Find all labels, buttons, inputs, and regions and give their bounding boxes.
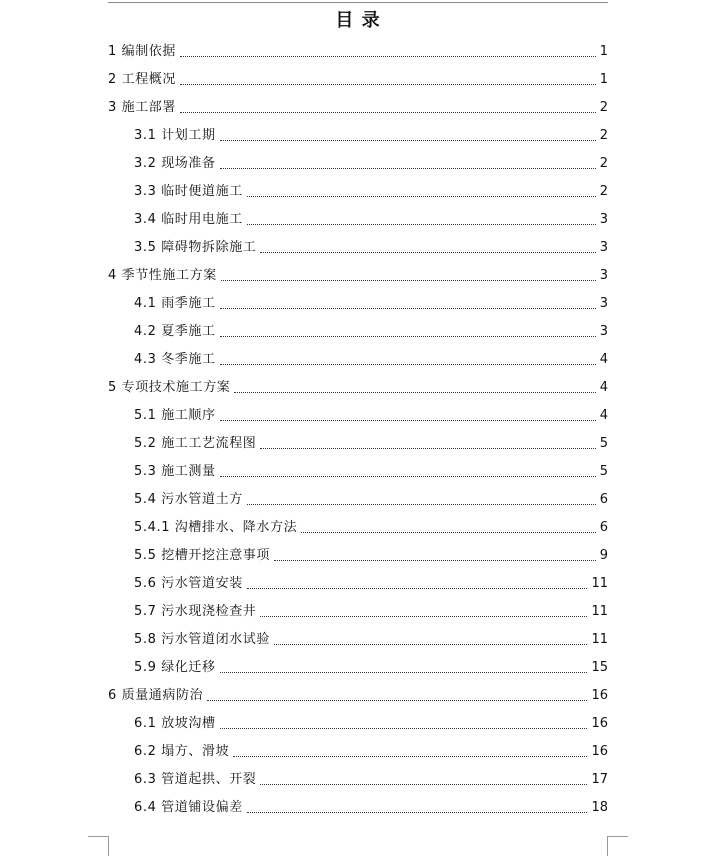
toc-entry-label: 6 质量通病防治 [108,688,204,703]
toc-entry[interactable] [0,573,714,595]
toc-entry[interactable] [0,741,714,763]
dot-leader [247,196,596,197]
dot-leader [220,308,596,309]
toc-entry[interactable] [0,265,714,287]
toc-entry[interactable] [0,97,714,119]
toc-entry-page-number: 17 [591,772,608,787]
toc-entry-page-number: 4 [599,408,608,423]
dot-leader [220,420,596,421]
toc-entry[interactable] [0,125,714,147]
toc-entry[interactable] [0,153,714,175]
toc-entry-label: 2 工程概况 [108,72,177,87]
header-rule [108,2,608,3]
crop-mark [608,836,628,837]
toc-entry-label: 3.2 现场准备 [134,156,216,171]
toc-entry-page-number: 1 [599,44,608,59]
dot-leader [247,812,588,813]
toc-entry-page-number: 2 [599,128,608,143]
toc-entry-label: 5.4.1 沟槽排水、降水方法 [134,520,298,535]
toc-entry-page-number: 3 [599,296,608,311]
toc-entry-page-number: 1 [599,72,608,87]
dot-leader [220,140,596,141]
toc-entry-page-number: 6 [599,492,608,507]
toc-entry[interactable] [0,349,714,371]
toc-entry-label: 3.4 临时用电施工 [134,212,243,227]
crop-mark [88,836,108,837]
dot-leader [180,112,596,113]
toc-entry-page-number: 5 [599,464,608,479]
toc-entry[interactable] [0,377,714,399]
dot-leader [180,84,596,85]
toc-entry[interactable] [0,769,714,791]
toc-entry[interactable] [0,209,714,231]
toc-entry-label: 5.1 施工顺序 [134,408,216,423]
toc-entry[interactable] [0,545,714,567]
dot-leader [220,336,596,337]
toc-entry-label: 3.3 临时便道施工 [134,184,243,199]
toc-entry[interactable] [0,489,714,511]
toc-entry-page-number: 5 [599,436,608,451]
dot-leader [220,364,596,365]
dot-leader [220,672,588,673]
toc-entry-label: 5.4 污水管道土方 [134,492,243,507]
toc-entry[interactable] [0,685,714,707]
toc-entry-page-number: 9 [599,548,608,563]
toc-entry-page-number: 18 [591,800,608,815]
dot-leader [247,504,596,505]
toc-entry-page-number: 3 [599,240,608,255]
toc-entry-label: 6.3 管道起拱、开裂 [134,772,257,787]
toc-entry-page-number: 3 [599,324,608,339]
toc-entry-page-number: 3 [599,268,608,283]
dot-leader [220,728,588,729]
toc-entry-page-number: 4 [599,380,608,395]
toc-title: 目 录 [335,10,381,31]
dot-leader [260,616,587,617]
toc-entry-label: 4 季节性施工方案 [108,268,217,283]
toc-entry[interactable] [0,41,714,63]
toc-entry-page-number: 16 [591,744,608,759]
toc-entry[interactable] [0,405,714,427]
toc-entry[interactable] [0,321,714,343]
dot-leader [274,644,587,645]
dot-leader [260,448,595,449]
toc-entry-label: 5 专项技术施工方案 [108,380,231,395]
toc-entry-label: 1 编制依据 [108,44,177,59]
dot-leader [274,560,596,561]
dot-leader [220,476,596,477]
toc-entry-page-number: 16 [591,716,608,731]
toc-entry-label: 6.1 放坡沟槽 [134,716,216,731]
crop-mark [607,836,608,856]
toc-entry-label: 4.2 夏季施工 [134,324,216,339]
dot-leader [247,224,596,225]
dot-leader [260,784,587,785]
toc-entry[interactable] [0,433,714,455]
toc-entry[interactable] [0,237,714,259]
toc-entry-label: 5.5 挖槽开挖注意事项 [134,548,271,563]
dot-leader [207,700,587,701]
toc-entry-page-number: 2 [599,184,608,199]
toc-entry[interactable] [0,181,714,203]
dot-leader [301,532,596,533]
dot-leader [220,168,596,169]
toc-entry-label: 3.5 障碍物拆除施工 [134,240,257,255]
toc-entry[interactable] [0,601,714,623]
toc-entry[interactable] [0,629,714,651]
toc-entry[interactable] [0,517,714,539]
toc-entry-label: 4.1 雨季施工 [134,296,216,311]
dot-leader [180,56,596,57]
toc-entry-label: 4.3 冬季施工 [134,352,216,367]
toc-entry-page-number: 4 [599,352,608,367]
toc-entry-page-number: 11 [591,632,608,647]
toc-entry-page-number: 2 [599,156,608,171]
toc-entry[interactable] [0,69,714,91]
dot-leader [221,280,596,281]
toc-entry-label: 5.7 污水现浇检查井 [134,604,257,619]
dot-leader [260,252,595,253]
toc-entry-label: 5.3 施工测量 [134,464,216,479]
toc-entry-page-number: 15 [591,660,608,675]
toc-entry[interactable] [0,293,714,315]
toc-entry[interactable] [0,657,714,679]
toc-entry-label: 6.4 管道铺设偏差 [134,800,243,815]
toc-entry-page-number: 2 [599,100,608,115]
toc-entry[interactable] [0,797,714,819]
crop-mark [108,836,109,856]
toc-entry-page-number: 11 [591,604,608,619]
toc-entry-page-number: 6 [599,520,608,535]
toc-entry-page-number: 3 [599,212,608,227]
toc-entry-page-number: 16 [591,688,608,703]
toc-entry-label: 5.8 污水管道闭水试验 [134,632,271,647]
dot-leader [233,756,587,757]
toc-entry-label: 5.6 污水管道安装 [134,576,243,591]
dot-leader [247,588,588,589]
toc-entry-label: 5.2 施工工艺流程图 [134,436,257,451]
toc-entry[interactable] [0,713,714,735]
toc-entry-label: 3 施工部署 [108,100,177,115]
toc-entry[interactable] [0,461,714,483]
toc-entry-label: 6.2 塌方、滑坡 [134,744,230,759]
toc-entry-label: 5.9 绿化迁移 [134,660,216,675]
toc-entry-label: 3.1 计划工期 [134,128,216,143]
toc-entry-page-number: 11 [591,576,608,591]
dot-leader [234,392,595,393]
